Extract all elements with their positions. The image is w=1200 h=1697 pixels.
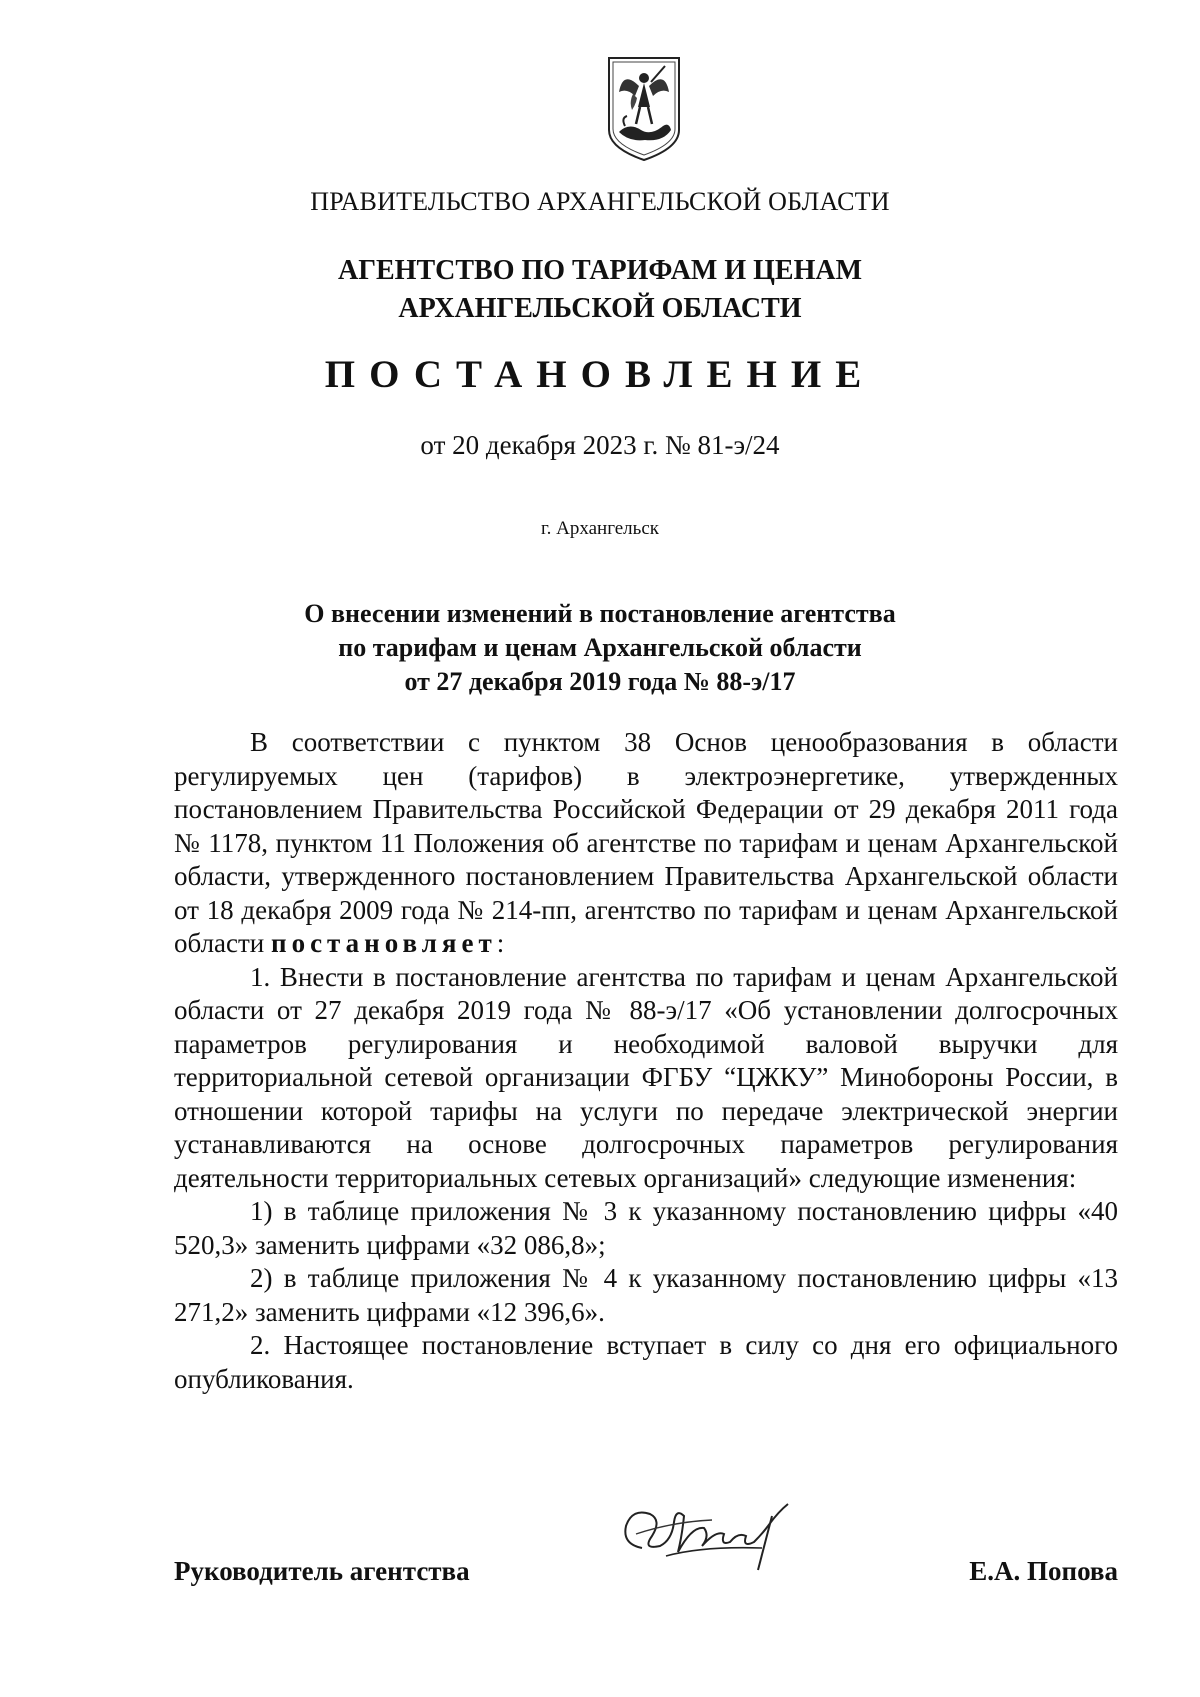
coat-of-arms-icon [605, 52, 683, 164]
handwritten-signature [612, 1486, 802, 1578]
item-1-paragraph: 1. Внести в постановление агентства по тарифам и ценам Архангельской области от 27 декабря 2019 года № 88-э/17 «Об установлении долгосрочных параметров регулирования и необходимой валовой выручки для территориальной сетевой организации ФГБУ “ЦЖКУ” Минобороны России, в отношении которой тарифы на услуги по передаче электрической энергии устанавливаются на основе долгосрочных параметров регулирования деятельности территориальных сетевых организаций» следующие изменения: [174, 961, 1118, 1193]
document-subject [0, 597, 1200, 699]
decree-word: постановляет [271, 928, 497, 958]
document-date-number: от 20 декабря 2023 г. № 81-э/24 [420, 430, 780, 460]
government-name: ПРАВИТЕЛЬСТВО АРХАНГЕЛЬСКОЙ ОБЛАСТИ [310, 187, 890, 216]
preamble-paragraph [174, 726, 1118, 961]
subject-line3: от 27 декабря 2019 года № 88-э/17 [404, 667, 796, 696]
item-2-paragraph: 2. Настоящее постановление вступает в силу со дня его официального опубликования. [174, 1330, 1118, 1394]
decree-colon: : [496, 928, 505, 958]
preamble-text: В соответствии с пунктом 38 Основ ценообразования в области регулируемых цен (тарифов) в электроэнергетике, утвержденных постановлением Правительства Российской Федерации от 29 декабря 2011 года № 1178, пунктом 11 Положения об агентстве по тарифам и ценам Архангельской области, утвержденного постановлением Правительства Архангельской области от 18 декабря 2009 года № 214-пп, агентство по тарифам и ценам Архангельской области [174, 727, 1118, 958]
document-city: г. Архангельск [540, 518, 659, 539]
subject-line2: по тарифам и ценам Архангельской области [338, 633, 862, 662]
subject-line1: О внесении изменений в постановление агентства [304, 599, 896, 628]
item-1-2-paragraph: 2) в таблице приложения № 4 к указанному постановлению цифры «13 271,2» заменить цифрами «12 396,6». [174, 1263, 1118, 1327]
signatory-position: Руководитель агентства [174, 1556, 470, 1586]
document-type: ПОСТАНОВЛЕНИЕ [324, 353, 876, 396]
signatory-name: Е.А. Попова [969, 1556, 1118, 1586]
agency-name-line1: АГЕНТСТВО ПО ТАРИФАМ И ЦЕНАМ [337, 255, 863, 286]
item-1-1-paragraph: 1) в таблице приложения № 3 к указанному постановлению цифры «40 520,3» заменить цифрами «32 086,8»; [174, 1196, 1118, 1260]
agency-name [0, 252, 1200, 328]
agency-name-line2: АРХАНГЕЛЬСКОЙ ОБЛАСТИ [398, 293, 802, 324]
document-body [174, 726, 1118, 1396]
